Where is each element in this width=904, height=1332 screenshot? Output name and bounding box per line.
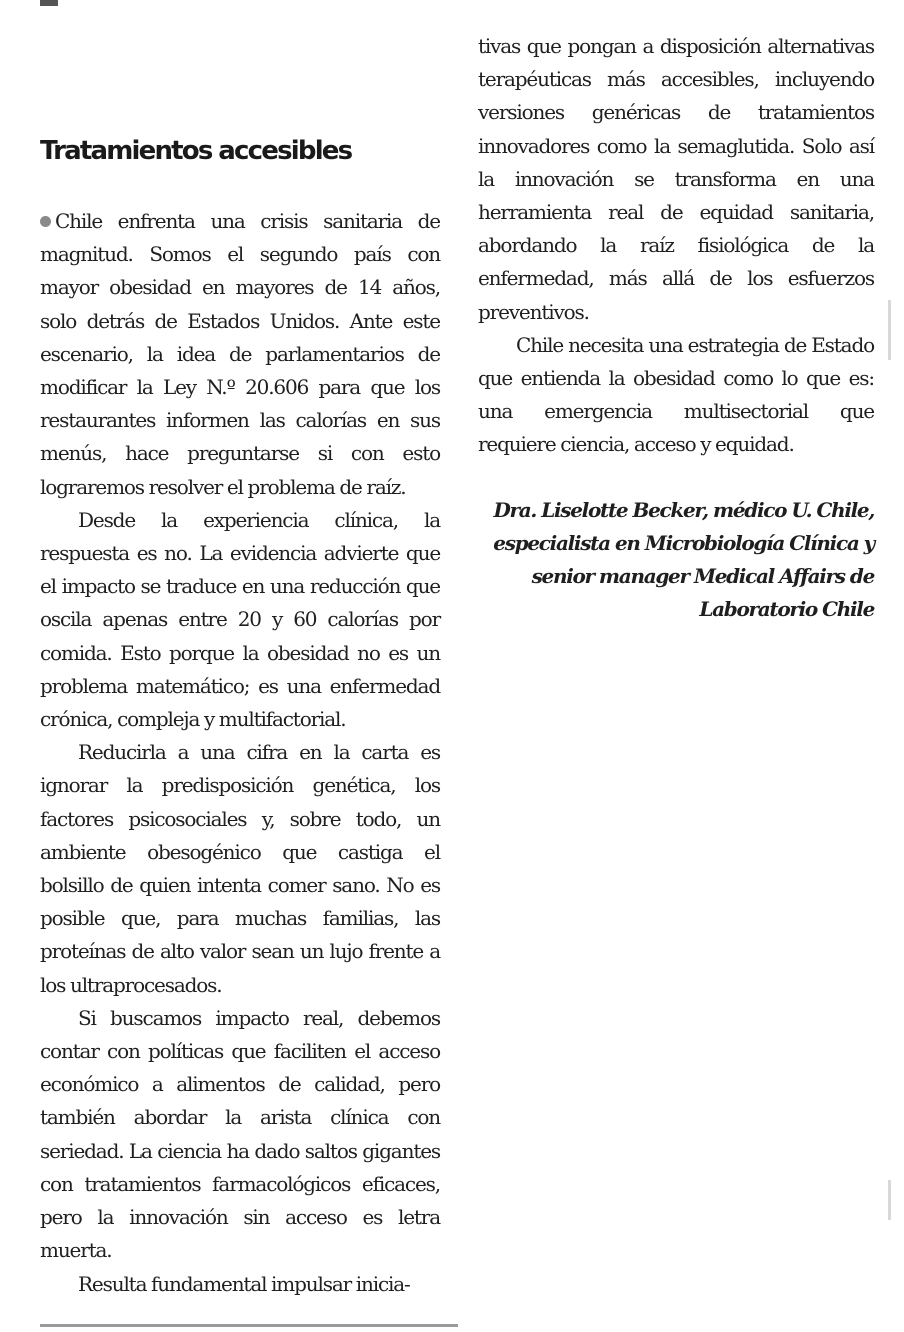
article-paragraph: Si buscamos impacto real, debemos contar con políticas que faciliten el acceso económico a alimentos de calidad, pero también abordar la arista clínica con seriedad. La ciencia ha dado saltos gigantes con tratamientos farmacológicos eficaces, pero la innovación sin acceso es letra muerta. <box>40 1005 440 1263</box>
page-edge-mark <box>888 1180 891 1220</box>
bottom-divider <box>40 1324 458 1327</box>
article-paragraph: Resulta fundamental impulsar inicia- <box>78 1271 410 1296</box>
article-paragraph: Chile necesita una estrategia de Estado que entienda la obesidad como lo que es: una emergencia multisectorial que requiere ciencia, acceso y equidad. <box>478 332 874 457</box>
page-edge-mark <box>888 300 891 360</box>
paragraph-text: Chile enfrenta una crisis sanitaria de magnitud. Somos el segundo país con mayor obesidad en mayores de 14 años, solo detrás de Estados Unidos. Ante este escenario, la idea de parlamentarios de modificar la Ley N.º 20.606 para que los restaurantes informen las calorías en sus menús, hace preguntarse si con esto lograremos resolver el problema de raíz. <box>40 209 440 499</box>
article-paragraph: Reducirla a una cifra en la carta es ignorar la predisposición genética, los factores psicosociales y, sobre todo, un ambiente obesogénico que castiga el bolsillo de quien intenta comer sano. No es posible que, para muchas familias, las proteínas de alto valor sean un lujo frente a los ultraprocesados. <box>40 740 440 997</box>
author-signature: Dra. Liselotte Becker, médico U. Chile, especialista en Microbiología Clínica y senior manager Medical Affairs de Laboratorio Chile <box>493 497 874 622</box>
article-paragraph: Desde la experiencia clínica, la respuesta es no. La evidencia advierte que el impacto se traduce en una reducción que oscila apenas entre 20 y 60 calorías por comida. Esto porque la obesidad no es un problema matemático; es una enfermedad crónica, compleja y multifactorial. <box>40 507 440 732</box>
bullet-dot-icon <box>40 216 51 227</box>
article-paragraph: tivas que pongan a disposición alternativas terapéuticas más accesibles, incluyendo versiones genéricas de tratamientos innovadores como la semaglutida. Solo así la innovación se transforma en una herramienta real de equidad sanitaria, abordando la raíz fisiológica de la enfermedad, más allá de los esfuerzos preventivos. <box>478 34 874 324</box>
article-headline: Tratamientos accesibles <box>40 136 352 166</box>
article-right-column <box>478 30 874 646</box>
article-left-column <box>40 131 440 1301</box>
top-edge-mark <box>40 0 58 6</box>
article-paragraph <box>40 205 440 504</box>
